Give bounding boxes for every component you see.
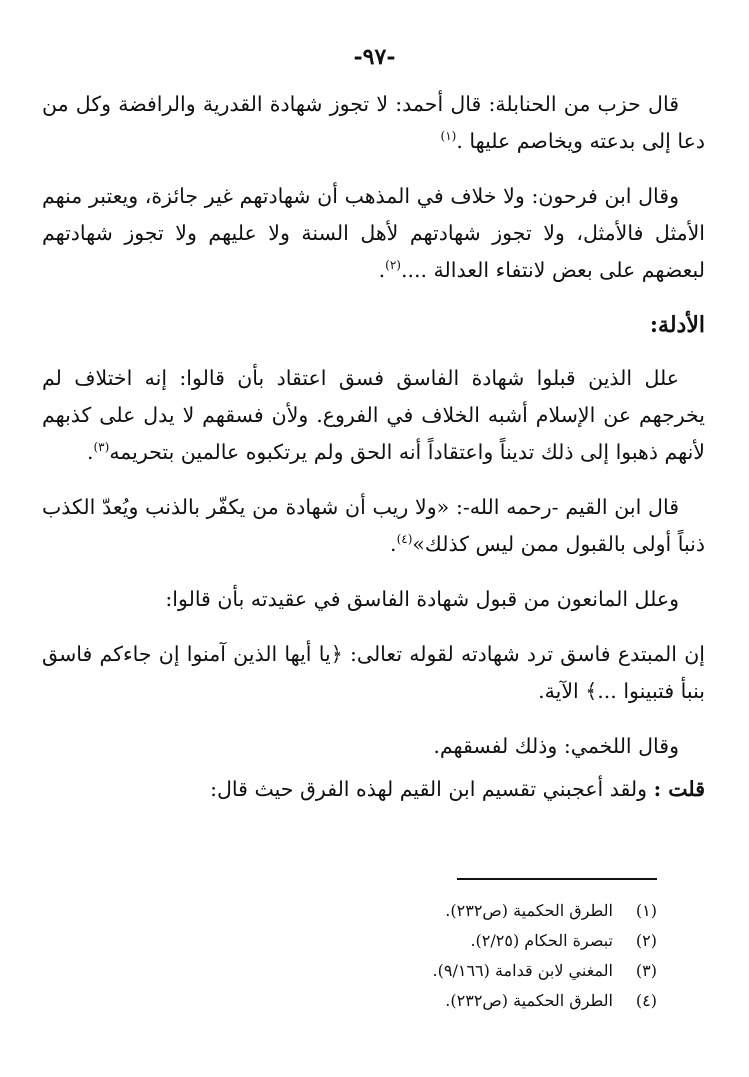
- footnote-ref-1: (١): [440, 129, 457, 144]
- footnote-text: المغني لابن قدامة (٩/١٦٦).: [432, 961, 613, 980]
- paragraph-rejecters-intro: وعلل المانعون من قبول شهادة الفاسق في عقيدته بأن قالوا:: [165, 587, 679, 611]
- paragraph-quran-verse: إن المبتدع فاسق ترد شهادته لقوله تعالى: ﴿يا أيها الذين آمنوا إن جاءكم فاسق بنبأ فتبينوا ...﴾ الآية.: [42, 642, 705, 703]
- footnote-text: الطرق الحكمية (ص٢٣٢).: [445, 901, 613, 920]
- footnote-item: [97, 986, 657, 1016]
- paragraph-ibn-farhun: وقال ابن فرحون: ولا خلاف في المذهب أن شهادتهم غير جائزة، ويعتبر منهم الأمثل فالأمثل، ولا تجوز شهادتهم لأهل السنة ولا عليهم ولا تجوز شهادتهم لبعضهم على بعض لانتفاء العدالة ....$^{(٢)}$.: [42, 184, 705, 282]
- footnotes: [97, 896, 657, 1016]
- paragraph-hanabila: [42, 86, 705, 160]
- author-note-label: قلت :: [653, 777, 705, 801]
- footnote-number: (٢): [635, 931, 657, 950]
- sentence-end: .: [86, 440, 94, 464]
- sentence-end: .: [390, 532, 397, 556]
- footnote-number: (١): [635, 901, 657, 920]
- paragraph-ibn-qayyim-quote: [42, 489, 705, 563]
- footnote-item: [97, 896, 657, 926]
- page-number: -٩٧-: [353, 44, 396, 70]
- paragraph-author-note: [42, 771, 705, 808]
- footnote-number: (٣): [635, 961, 657, 980]
- footnote-ref-2: (٢): [385, 258, 401, 273]
- paragraph-lakhmi: وقال اللخمي: وذلك لفسقهم.: [433, 734, 679, 758]
- section-heading-evidence: الأدلة:: [649, 312, 705, 338]
- footnote-divider: [457, 878, 657, 880]
- paragraph-text: قال ابن القيم -رحمه الله-: «ولا ريب أن شهادة من يكفّر بالذنب ويُعدّ الكذب ذنباً أولى بالقبول ممن ليس كذلك»: [42, 495, 705, 556]
- paragraph-text: وقال ابن فرحون: ولا خلاف في المذهب أن شهادتهم غير جائزة، ويعتبر منهم الأمثل فالأمثل، ولا تجوز شهادتهم لأهل السنة ولا عليهم ولا تجوز شهادتهم لبعضهم على بعض لانتفاء العدالة ....: [42, 184, 705, 282]
- paragraph-text: ولقد أعجبني تقسيم ابن القيم لهذه الفرق حيث قال:: [210, 777, 648, 801]
- footnote-item: [97, 926, 657, 956]
- footnote-ref-3: (٣): [93, 440, 110, 455]
- paragraph-text: قال حزب من الحنابلة: قال أحمد: لا تجوز شهادة القدرية والرافضة وكل من دعا إلى بدعته ويخاصم عليها .: [42, 92, 705, 153]
- main-text: [42, 86, 705, 826]
- footnote-number: (٤): [635, 991, 657, 1010]
- paragraph-accepting-argument: [42, 360, 705, 471]
- footnote-text: تبصرة الحكام (٢/٢٥).: [470, 931, 613, 950]
- footnote-ref-4: (٤): [396, 532, 413, 547]
- paragraph-text: علل الذين قبلوا شهادة الفاسق فسق اعتقاد بأن قالوا: إنه اختلاف لم يخرجهم عن الإسلام أشبه الخلاف في الفروع. ولأن فسقهم لا يدل على كذبهم لأنهم ذهبوا إلى ذلك تديناً واعتقاداً أنه الحق ولم يرتكبوه عالمين بتحريمه: [42, 366, 705, 464]
- footnote-item: [97, 956, 657, 986]
- footnote-text: الطرق الحكمية (ص٢٣٢).: [445, 991, 613, 1010]
